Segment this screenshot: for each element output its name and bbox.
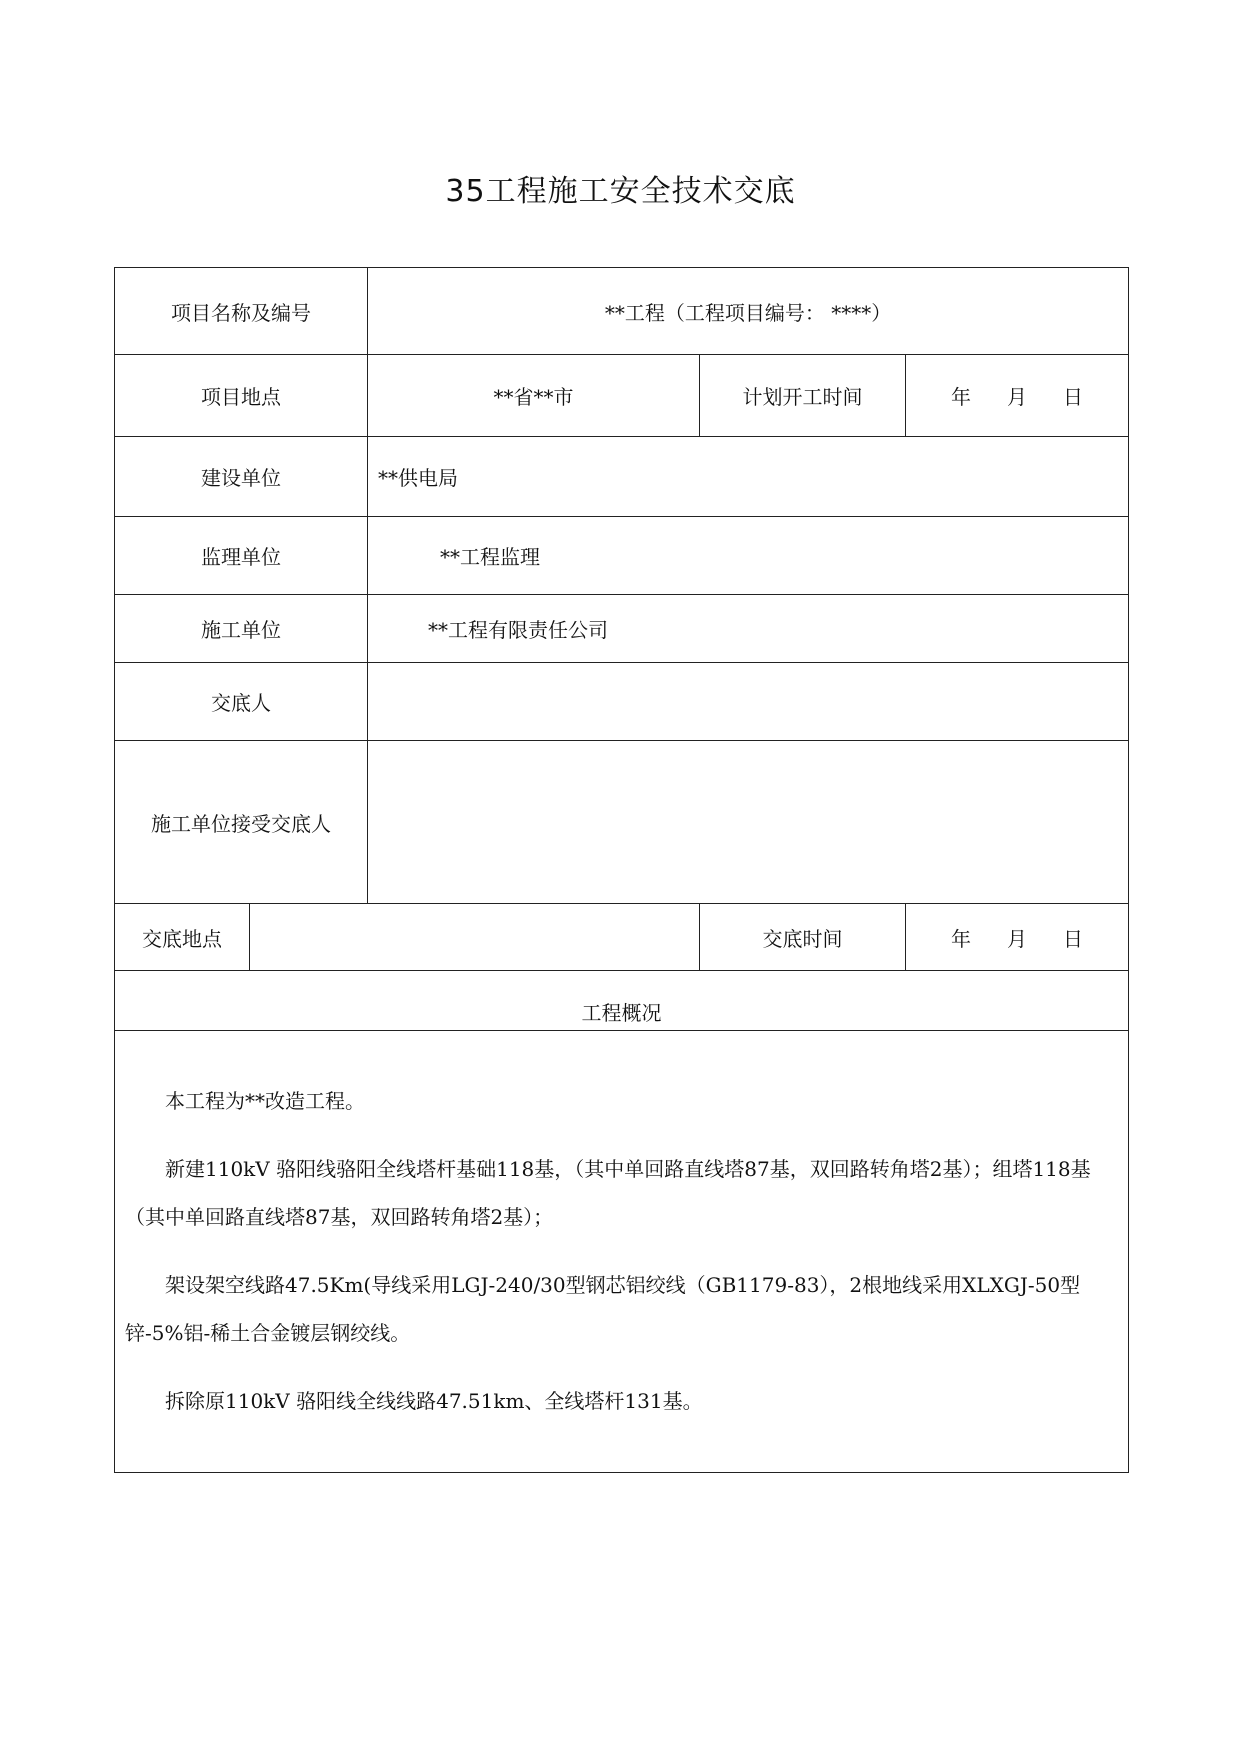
safety-briefing-form	[114, 267, 1129, 1473]
project-location-value: **省**市	[368, 355, 700, 437]
briefer-value	[368, 663, 1129, 741]
briefer-label: 交底人	[115, 663, 368, 741]
project-name-value: **工程（工程项目编号： ****）	[368, 268, 1129, 355]
overview-paragraph: 拆除原110kV 骆阳线全线线路47.51km、全线塔杆131基。	[165, 1389, 703, 1413]
date-month: 月	[1007, 385, 1028, 409]
date-year: 年	[951, 385, 972, 409]
date-year: 年	[951, 926, 972, 951]
overview-content	[115, 1031, 1129, 1473]
project-location-label: 项目地点	[115, 355, 368, 437]
contractor-value: **工程有限责任公司	[368, 595, 1129, 663]
date-day: 日	[1063, 926, 1084, 951]
builder-value: **供电局	[368, 437, 1129, 517]
supervisor-value: **工程监理	[368, 517, 1129, 595]
overview-paragraph: 新建110kV 骆阳线骆阳全线塔杆基础118基，（其中单回路直线塔87基，双回路转角塔2基）；组塔118基（其中单回路直线塔87基，双回路转角塔2基）；	[125, 1157, 1091, 1229]
supervisor-label: 监理单位	[115, 517, 368, 595]
planned-start-date	[906, 355, 1129, 437]
planned-start-label: 计划开工时间	[700, 355, 906, 437]
brief-location-value	[250, 904, 700, 971]
receiver-value	[368, 741, 1129, 904]
overview-paragraph: 本工程为**改造工程。	[165, 1089, 365, 1113]
contractor-label: 施工单位	[115, 595, 368, 663]
brief-time-date	[906, 904, 1129, 971]
page-title: 35工程施工安全技术交底	[445, 174, 796, 209]
receiver-label: 施工单位接受交底人	[115, 741, 368, 904]
project-name-label: 项目名称及编号	[115, 268, 368, 355]
builder-label: 建设单位	[115, 437, 368, 517]
date-month: 月	[1007, 926, 1028, 951]
date-day: 日	[1063, 385, 1084, 409]
overview-label: 工程概况	[115, 971, 1129, 1031]
brief-time-label: 交底时间	[700, 904, 906, 971]
brief-location-label: 交底地点	[115, 904, 250, 971]
overview-paragraph: 架设架空线路47.5Km(导线采用LGJ-240/30型钢芯铝绞线（GB1179-83），2根地线采用XLXGJ-50型锌-5%铝-稀土合金镀层钢绞线。	[125, 1273, 1081, 1345]
